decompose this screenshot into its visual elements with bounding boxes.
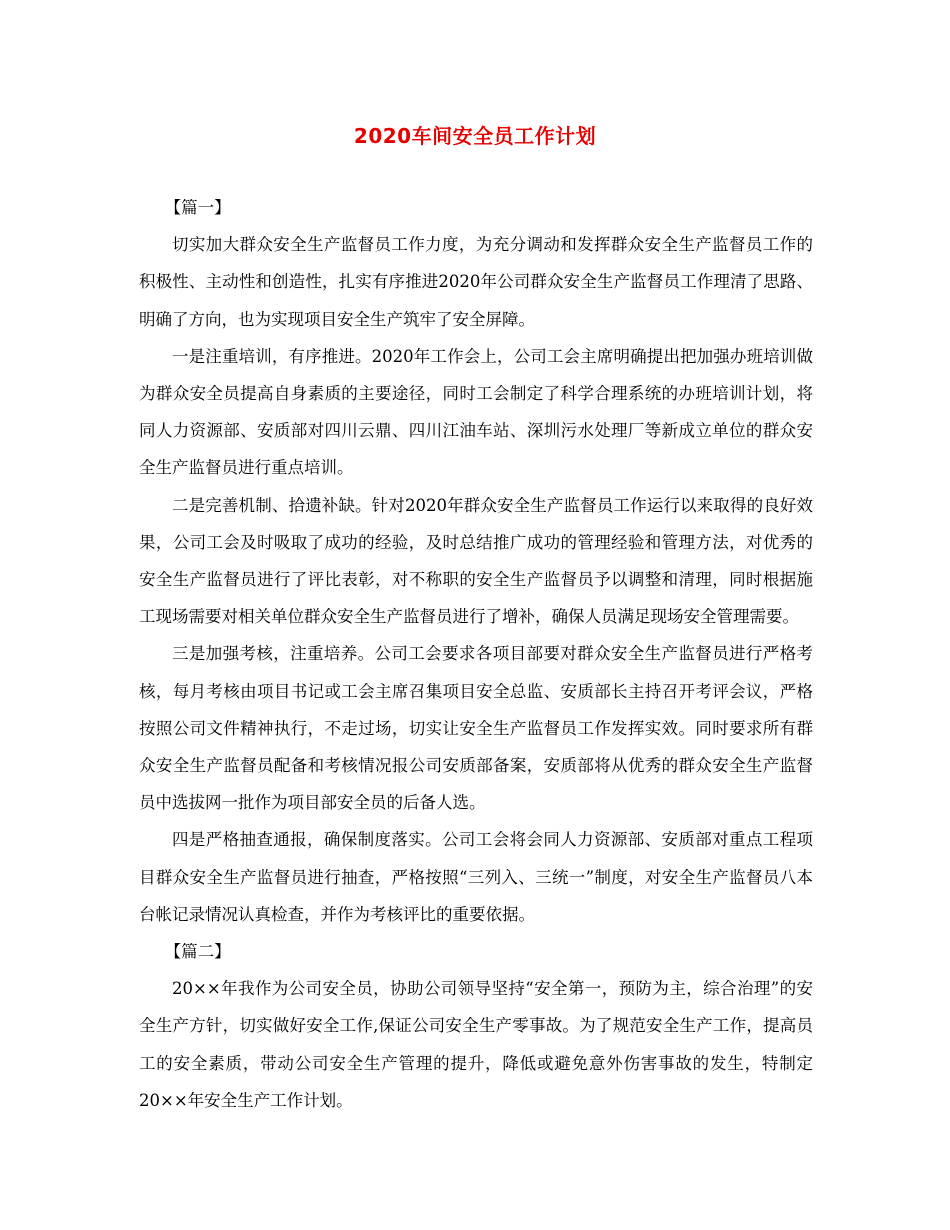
paragraph: 二是完善机制、拾遗补缺。针对2020年群众安全生产监督员工作运行以来取得的良好效果，公司工会及时吸取了成功的经验，及时总结推广成功的管理经验和管理方法，对优秀的安全生产监督员进行了评比表彰，对不称职的安全生产监督员予以调整和清理，同时根据施工现场需要对相关单位群众安全生产监督员进行了增补，确保人员满足现场安全管理需要。 bbox=[139, 495, 813, 627]
section-2 bbox=[139, 933, 813, 1119]
section-1 bbox=[139, 189, 813, 933]
document-title: 2020车间安全员工作计划 bbox=[353, 124, 597, 148]
section-label: 【篇二】 bbox=[164, 942, 231, 962]
paragraph: 切实加大群众安全生产监督员工作力度，为充分调动和发挥群众安全生产监督员工作的积极性、主动性和创造性，扎实有序推进2020年公司群众安全生产监督员工作理清了思路、明确了方向，也为实现项目安全生产筑牢了安全屏障。 bbox=[139, 235, 813, 329]
paragraph: 三是加强考核，注重培养。公司工会要求各项目部要对群众安全生产监督员进行严格考核，每月考核由项目书记或工会主席召集项目安全总监、安质部长主持召开考评会议，严格按照公司文件精神执行，不走过场，切实让安全生产监督员工作发挥实效。同时要求所有群众安全生产监督员配备和考核情况报公司安质部备案，安质部将从优秀的群众安全生产监督员中选拔网一批作为项目部安全员的后备人选。 bbox=[139, 644, 813, 813]
paragraph: 20××年我作为公司安全员，协助公司领导坚持“安全第一，预防为主，综合治理”的安全生产方针，切实做好安全工作,保证公司安全生产零事故。为了规范安全生产工作，提高员工的安全素质，带动公司安全生产管理的提升，降低或避免意外伤害事故的发生，特制定20××年安全生产工作计划。 bbox=[139, 979, 813, 1110]
paragraph: 四是严格抽查通报，确保制度落实。公司工会将会同人力资源部、安质部对重点工程项目群众安全生产监督员进行抽查，严格按照“三列入、三统一”制度，对安全生产监督员八本台帐记录情况认真检查，并作为考核评比的重要依据。 bbox=[139, 830, 813, 924]
section-label: 【篇一】 bbox=[164, 198, 231, 217]
paragraph: 一是注重培训，有序推进。2020年工作会上，公司工会主席明确提出把加强办班培训做为群众安全员提高自身素质的主要途径，同时工会制定了科学合理系统的办班培训计划，将同人力资源部、安质部对四川云鼎、四川江油车站、深圳污水处理厂等新成立单位的群众安全生产监督员进行重点培训。 bbox=[139, 346, 813, 478]
document-body bbox=[139, 189, 813, 1119]
